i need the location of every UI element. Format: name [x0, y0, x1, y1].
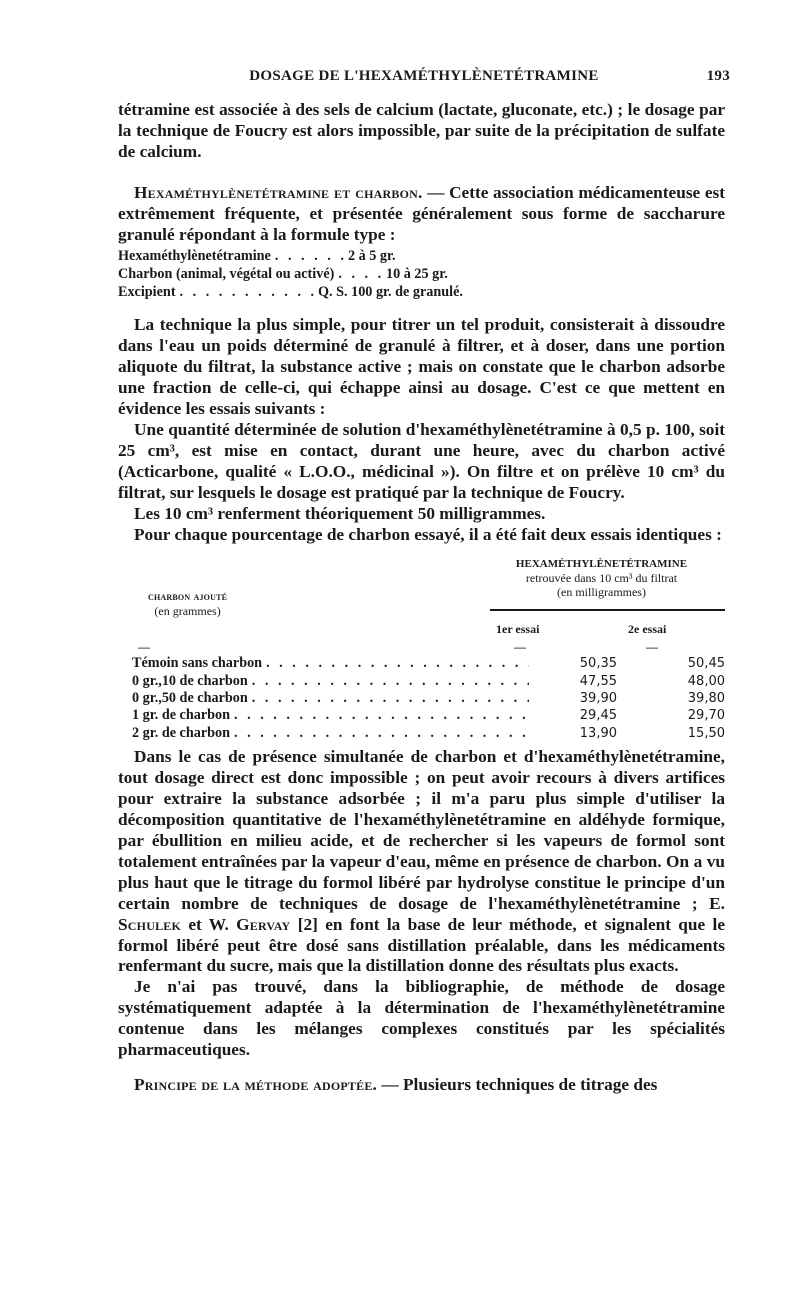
formula-value: 2 à 5 gr.: [348, 248, 396, 265]
formula-row: [118, 265, 725, 283]
paragraph: Les 10 cm³ renferment théoriquement 50 milligrammes.: [134, 503, 546, 523]
page-number: 193: [706, 68, 730, 84]
paragraph: La technique la plus simple, pour titrer un tel produit, consisterait à dissoudre dans l'eau un poids déterminé de granulé à filtrer, et à doser, dans une portion aliquote du filtrat, la substance active ; mais on constate que le charbon adsorbe une fraction de celle-ci, qui échappe ainsi au dosage. C'est ce que mettent en évidence les essais suivants :: [118, 315, 725, 419]
formula-block: [118, 247, 725, 301]
paragraph: Dans le cas de présence simultanée de charbon et d'hexaméthylènetétramine, tout dosage direct est donc impossible ; on peut avoir recours à divers artifices pour extraire la substance adsorbée ; il m'a paru plus simple d'utiliser la décomposition quantitative de l'hexaméthylènetétramine en aldéhyde formique, par ébullition en milieu acide, et de rechercher si les vapeurs de formol sont totalement entraînées par la vapeur d'eau, même en présence de charbon. On a vu plus haut que le titrage du formol libéré par hydrolyse constitue le principe d'un certain nombre de techniques de dosage de l'hexaméthylènetétramine ; E. Schulek et W. Gervay [2] en font la base de leur méthode, et signalent que le formol libéré peut être dosé sans distillation préalable, dans les médicaments renfermant du sucre, mais que la distillation donne des résultats plus exacts.: [118, 747, 725, 976]
header-title: DOSAGE DE L'HEXAMÉTHYLÈNETÉTRAMINE: [249, 68, 599, 84]
table-row: Témoin sans charbon . . . 50,35 50,45: [132, 655, 725, 672]
formula-label: Charbon (animal, végétal ou activé): [118, 266, 335, 283]
trial-1-header: 1er essai: [496, 622, 540, 637]
author-name: Schulek: [118, 914, 182, 934]
section-text: — Cette association médicamenteuse est extrêmement fréquente, et présentée généralement sous forme de saccharure granulé répondant à la formule type :: [118, 182, 725, 244]
formula-label: Excipient: [118, 284, 176, 301]
table-body: [132, 655, 725, 741]
dash: —: [646, 640, 658, 655]
author-name: Gervay: [236, 914, 291, 934]
header-rule: [490, 609, 725, 611]
paragraph: Je n'ai pas trouvé, dans la bibliographie, de méthode de dosage systématiquement adaptée à la détermination de l'hexaméthylènetétramine contenue dans les mélanges complexes constitués par les spécialités pharmaceutiques.: [118, 977, 725, 1060]
dash: —: [514, 640, 526, 655]
table-row: 1 gr. de charbon . . . 29,45 29,70: [132, 707, 725, 724]
section-paragraph: [118, 183, 725, 246]
table-row: 0 gr.,50 de charbon . . . 39,90 39,80: [132, 690, 725, 707]
section-heading: Principe de la méthode adoptée.: [134, 1075, 378, 1094]
section-text: — Plusieurs techniques de titrage des: [377, 1075, 658, 1094]
body-text: [118, 100, 725, 1096]
formula-label: Hexaméthylènetétramine: [118, 248, 271, 265]
formula-row: [118, 283, 725, 301]
table-row: 0 gr.,10 de charbon . . . 47,55 48,00: [132, 673, 725, 690]
section-paragraph: [118, 1075, 725, 1096]
paragraph: Pour chaque pourcentage de charbon essayé, il a été fait deux essais identiques :: [134, 524, 722, 544]
trial-2-header: 2e essai: [628, 622, 667, 637]
table-row: 2 gr. de charbon . . . 13,90 15,50: [132, 725, 725, 742]
formula-value: Q. S. 100 gr. de granulé.: [318, 284, 463, 301]
formula-row: [118, 247, 725, 265]
formula-value: 10 à 25 gr.: [386, 266, 448, 283]
table-header-right: HEXAMÉTHYLÈNETÉTRAMINE retrouvée dans 10 cm³ du filtrat (en milligrammes): [515, 558, 688, 600]
paragraph: tétramine est associée à des sels de calcium (lactate, gluconate, etc.) ; le dosage par la technique de Foucry est alors impossible, par suite de la précipitation de sulfate de calcium.: [118, 100, 725, 161]
section-heading: Hexaméthylènetétramine et charbon.: [134, 182, 423, 202]
results-table: [118, 547, 725, 739]
table-header-left: charbon ajouté (en grammes): [148, 589, 228, 619]
paragraph: Une quantité déterminée de solution d'hexaméthylènetétramine à 0,5 p. 100, soit 25 cm³, est mise en contact, durant une heure, avec du charbon activé (Acticarbone, qualité « L.O.O., médicinal »). On filtre et on prélève 10 cm³ du filtrat, sur lesquels le dosage est pratiqué par la technique de Foucry.: [118, 419, 725, 502]
dash: —: [138, 640, 150, 655]
